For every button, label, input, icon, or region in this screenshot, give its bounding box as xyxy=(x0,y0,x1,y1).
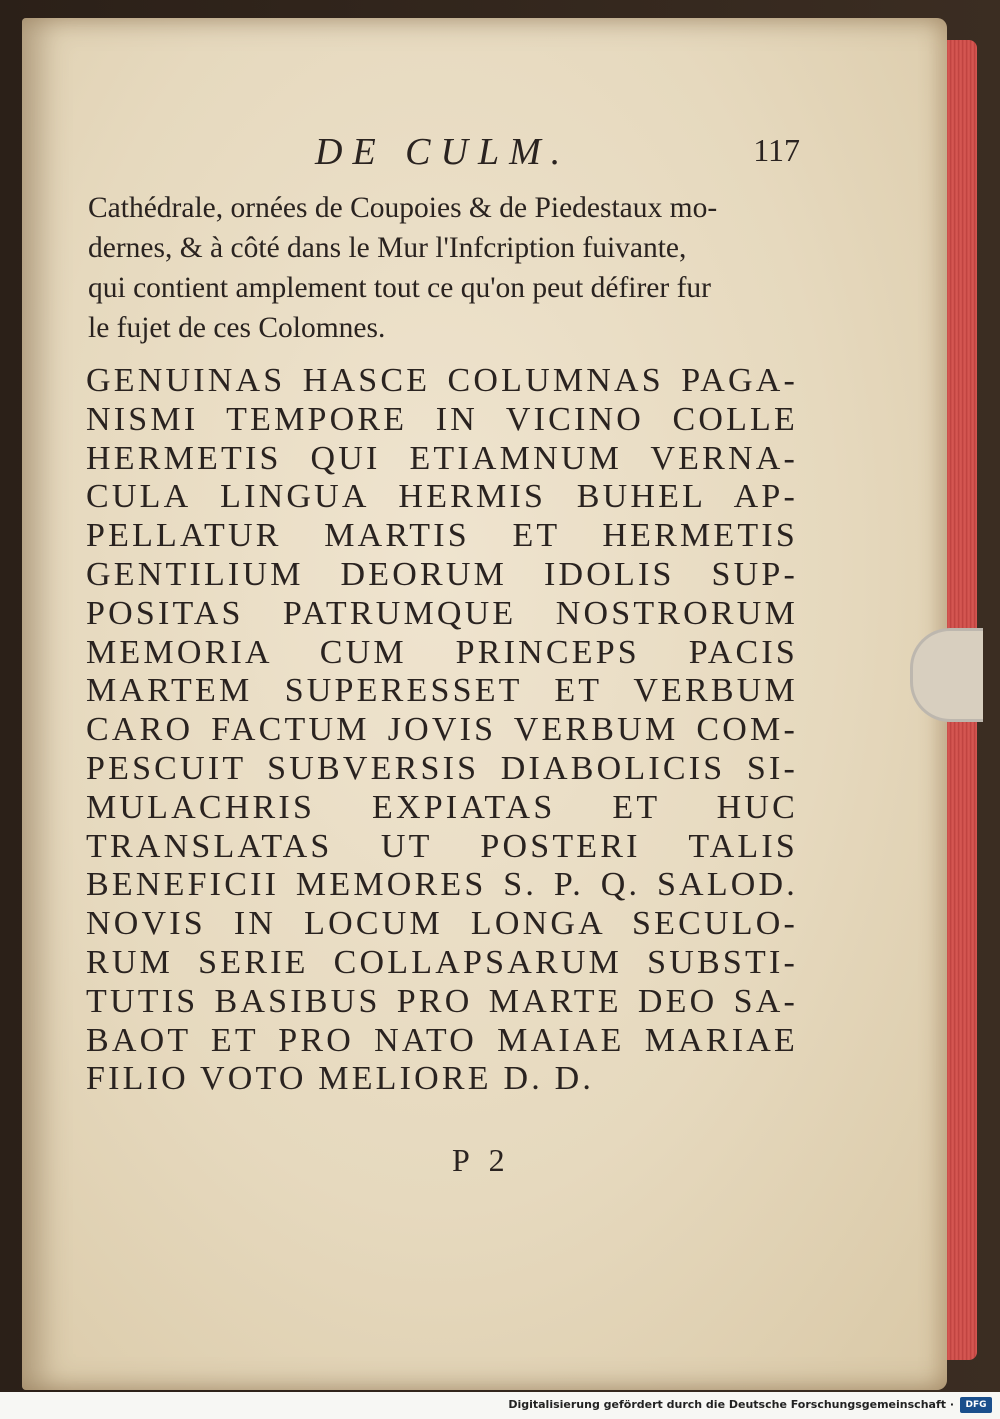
signature-mark: P 2 xyxy=(452,1142,511,1178)
prose-line: dernes, & à côté dans le Mur l'Infcription fuivante, xyxy=(88,232,687,264)
inscription-block xyxy=(86,362,798,1099)
inscription-line: GENTILIUM DEORUM IDOLIS SUP- xyxy=(86,555,798,593)
inscription-line: BENEFICII MEMORES S. P. Q. SALOD. xyxy=(86,866,798,904)
prose-line: le fujet de ces Colomnes. xyxy=(88,312,386,344)
inscription-line: MARTEM SUPERESSET ET VERBUM xyxy=(86,672,798,710)
dfg-logo: DFG xyxy=(960,1397,992,1413)
running-title: DE CULM. xyxy=(315,131,571,173)
inscription-line: BAOT ET PRO NATO MAIAE MARIAE xyxy=(86,1021,798,1059)
inscription-line: TRANSLATAS UT POSTERI TALIS xyxy=(86,827,798,865)
prose-line: qui contient amplement tout ce qu'on peut défirer fur xyxy=(88,272,711,304)
page-number: 117 xyxy=(753,132,800,168)
inscription-line: FILIO VOTO MELIORE D. D. xyxy=(86,1060,595,1098)
inscription-line: GENUINAS HASCE COLUMNAS PAGA- xyxy=(86,362,798,399)
page-header xyxy=(90,130,800,180)
prose-paragraph xyxy=(88,188,800,348)
funding-credit: Digitalisierung gefördert durch die Deutsche Forschungsgemeinschaft · xyxy=(508,1398,954,1411)
footer-bar xyxy=(0,1392,1000,1419)
inscription-line: TUTIS BASIBUS PRO MARTE DEO SA- xyxy=(86,982,798,1020)
inscription-line: CARO FACTUM JOVIS VERBUM COM- xyxy=(86,711,798,749)
inscription-line: PESCUIT SUBVERSIS DIABOLICIS SI- xyxy=(86,749,798,787)
prose-line: Cathédrale, ornées de Coupoies & de Piedestaux mo- xyxy=(88,192,718,224)
inscription-line: PELLATUR MARTIS ET HERMETIS xyxy=(86,517,798,555)
inscription-line: NISMI TEMPORE IN VICINO COLLE xyxy=(86,400,798,438)
inscription-line: MEMORIA CUM PRINCEPS PACIS xyxy=(86,633,798,671)
inscription-line: POSITAS PATRUMQUE NOSTRORUM xyxy=(86,594,798,632)
inscription-line: RUM SERIE COLLAPSARUM SUBSTI- xyxy=(86,943,798,981)
inscription-line: CULA LINGUA HERMIS BUHEL AP- xyxy=(86,478,798,516)
inscription-line: MULACHRIS EXPIATAS ET HUC xyxy=(86,788,798,826)
inscription-line: NOVIS IN LOCUM LONGA SECULO- xyxy=(86,905,798,943)
inscription-line: HERMETIS QUI ETIAMNUM VERNA- xyxy=(86,439,798,477)
page-tab-notch xyxy=(910,628,983,722)
